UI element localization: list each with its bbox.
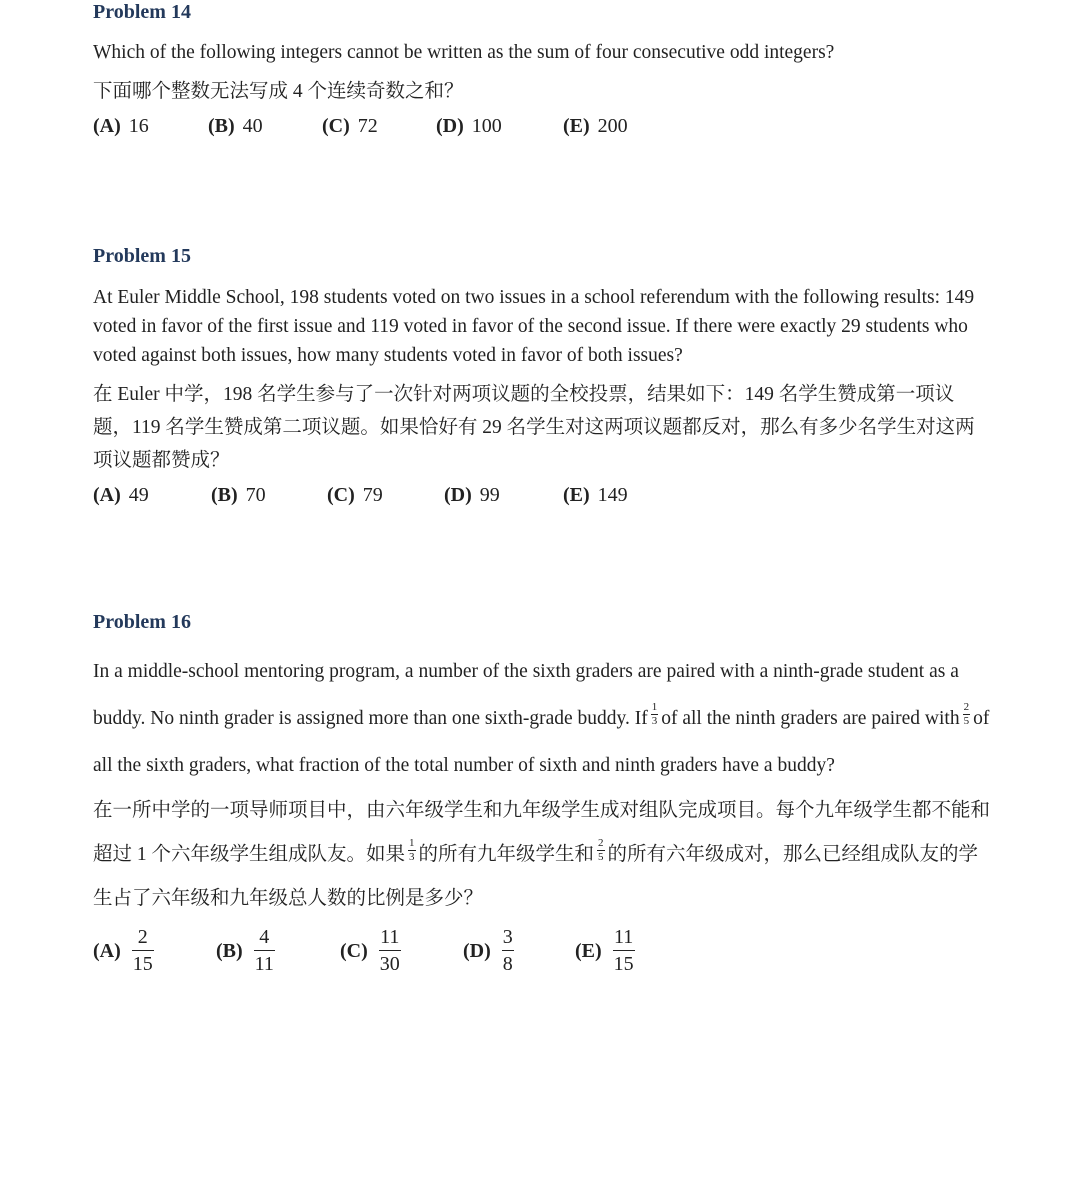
fraction-two-fifths <box>963 702 971 727</box>
fraction-numerator: 4 <box>259 926 270 948</box>
choice-fraction <box>613 927 635 974</box>
choice-a <box>93 927 216 974</box>
problem-text-english: At Euler Middle School, 198 students voted on two issues in a school referendum with the following results: 149 voted in favor of the first issue and 119 voted in favor of the second issue. If there were exactly 29 students who voted against both issues, how many students voted in favor of both issues? <box>93 287 975 366</box>
choice-c <box>340 927 463 974</box>
choice-letter: (A) <box>93 115 121 137</box>
problem-15 <box>93 244 993 509</box>
choice-value: 100 <box>471 115 502 137</box>
choice-letter: (E) <box>575 939 602 962</box>
choice-letter: (B) <box>216 939 243 962</box>
choice-letter: (C) <box>327 484 355 506</box>
choice-e <box>563 112 628 140</box>
choice-letter: (C) <box>340 939 368 962</box>
choice-value: 72 <box>357 115 378 137</box>
fraction-numerator: 2 <box>598 837 604 850</box>
choice-c <box>327 481 444 509</box>
fraction-denominator: 3 <box>651 715 658 728</box>
choice-value: 70 <box>245 484 266 506</box>
fraction-denominator: 5 <box>598 851 604 864</box>
problem-title: Problem 14 <box>93 1 191 23</box>
choice-fraction <box>379 927 401 974</box>
fraction-denominator: 3 <box>409 851 415 864</box>
choice-d <box>463 927 575 974</box>
choice-letter: (D) <box>463 939 491 962</box>
fraction-numerator: 11 <box>614 926 634 948</box>
problem-text-chinese: 在 Euler 中学，198 名学生参与了一次针对两项议题的全校投票，结果如下：149 名学生赞成第一项议题，119 名学生赞成第二项议题。如果恰好有 29 名学生对这两项议题都反对，那么有多少名学生对这两项议题都赞成？ <box>93 384 975 471</box>
fraction-denominator: 8 <box>502 950 514 974</box>
choice-a <box>93 112 208 140</box>
text-segment: 在一所中学的一项导师项目中，由六年级学生和九年级学生成对组队完成项目。每个九年级学生都不能和超过 1 个六年级学生组成队友。如果 <box>93 800 991 865</box>
choice-value: 200 <box>597 115 628 137</box>
fraction-numerator: 2 <box>963 701 970 714</box>
choice-value: 49 <box>128 484 149 506</box>
fraction-denominator: 30 <box>379 950 401 974</box>
choice-letter: (C) <box>322 115 350 137</box>
choice-letter: (D) <box>444 484 472 506</box>
choice-value: 79 <box>362 484 383 506</box>
choice-letter: (D) <box>436 115 464 137</box>
problem-text-chinese: 下面哪个整数无法写成 4 个连续奇数之和？ <box>93 81 464 102</box>
problem-title: Problem 15 <box>93 245 191 267</box>
text-segment: of all the sixth graders, what fraction of the total number of sixth and ninth graders have a buddy? <box>93 708 990 776</box>
choice-value: 16 <box>128 115 149 137</box>
fraction-one-third <box>651 702 659 727</box>
problem-text-chinese <box>93 789 993 921</box>
fraction-numerator: 1 <box>409 837 415 850</box>
problem-text-english: Which of the following integers cannot be written as the sum of four consecutive odd integers? <box>93 42 835 63</box>
text-segment: 的所有九年级学生和 <box>418 844 595 865</box>
choice-b <box>211 481 327 509</box>
problem-16 <box>93 610 993 974</box>
text-segment: 的所有六年级成对，那么已经组成队友的学生占了六年级和九年级总人数的比例是多少？ <box>93 844 979 909</box>
choice-fraction <box>132 927 154 974</box>
choice-a <box>93 481 211 509</box>
choice-letter: (B) <box>208 115 235 137</box>
text-segment: In a middle-school mentoring program, a number of the sixth graders are paired with a ninth-grade student as a buddy. No ninth grader is assigned more than one sixth-grade buddy. If <box>93 661 959 729</box>
fraction-numerator: 3 <box>502 926 513 948</box>
answer-choices <box>93 481 993 509</box>
choice-fraction <box>502 927 514 974</box>
text-segment: of all the ninth graders are paired with <box>661 708 960 729</box>
choice-letter: (A) <box>93 939 121 962</box>
choice-b <box>216 927 340 974</box>
choice-e <box>575 927 638 974</box>
answer-choices <box>93 927 993 974</box>
fraction-two-fifths <box>597 838 605 863</box>
choice-c <box>322 112 436 140</box>
fraction-denominator: 15 <box>132 950 154 974</box>
choice-letter: (E) <box>563 115 590 137</box>
choice-letter: (A) <box>93 484 121 506</box>
choice-value: 149 <box>597 484 628 506</box>
choice-value: 99 <box>479 484 500 506</box>
choice-letter: (E) <box>563 484 590 506</box>
fraction-numerator: 2 <box>137 926 148 948</box>
fraction-one-third <box>408 838 416 863</box>
fraction-denominator: 15 <box>613 950 635 974</box>
fraction-denominator: 5 <box>963 715 970 728</box>
choice-e <box>563 481 628 509</box>
choice-b <box>208 112 322 140</box>
problem-14 <box>93 0 993 140</box>
problem-title: Problem 16 <box>93 611 191 633</box>
fraction-denominator: 11 <box>254 950 275 974</box>
choice-d <box>444 481 563 509</box>
answer-choices <box>93 112 993 140</box>
choice-letter: (B) <box>211 484 238 506</box>
problem-text-english <box>93 648 993 789</box>
fraction-numerator: 11 <box>380 926 400 948</box>
choice-fraction <box>254 927 275 974</box>
fraction-numerator: 1 <box>651 701 658 714</box>
choice-d <box>436 112 563 140</box>
choice-value: 40 <box>242 115 263 137</box>
